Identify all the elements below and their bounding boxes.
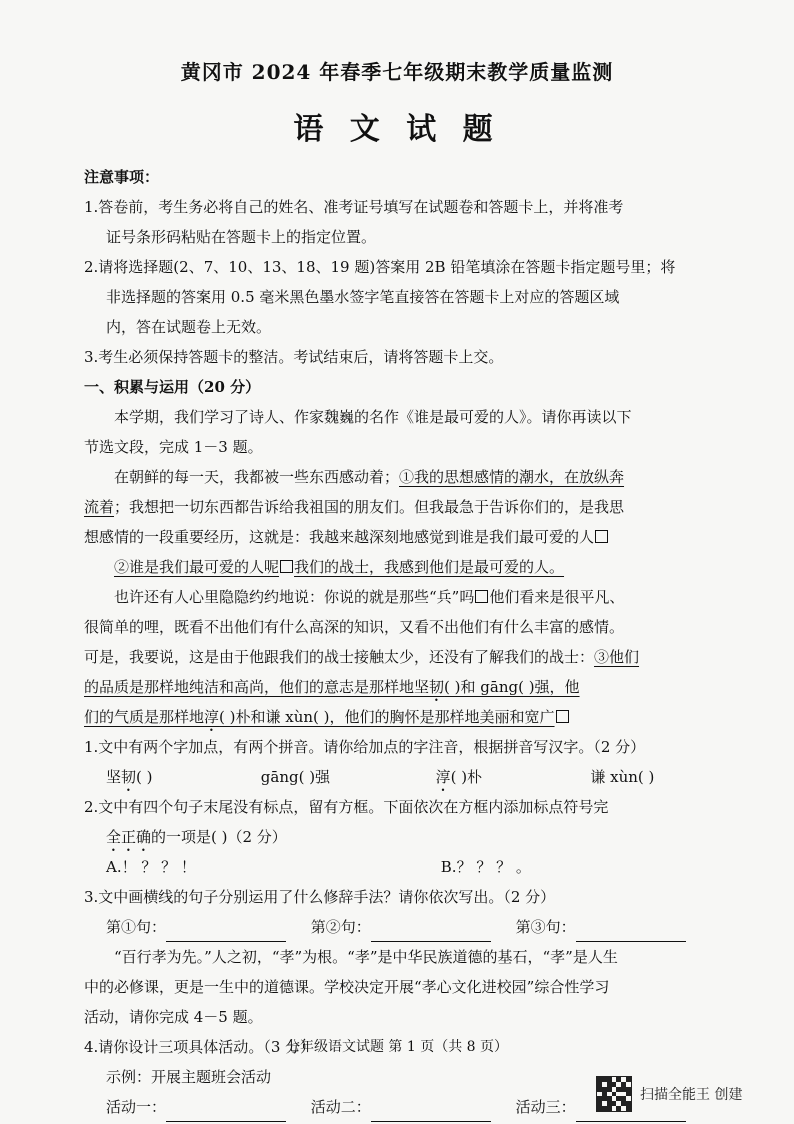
passage-line: 想感情的一段重要经历，这就是：我越来越深刻地感觉到谁是我们最可爱的人 xyxy=(84,522,724,552)
passage-line xyxy=(84,552,724,582)
option-b[interactable]: B.？ ？ ？ 。 xyxy=(440,858,531,876)
scanner-watermark xyxy=(596,1076,742,1112)
passage-line: 很简单的哩，既看不出他们有什么高深的知识，又看不出他们有什么丰富的感情。 xyxy=(84,618,625,636)
question-4-example: 示例：开展主题班会活动 xyxy=(106,1068,272,1086)
underlined-sentence-3-end: 们的气质是那样地淳( )朴和谦 xùn( )，他们的胸怀是那样地美丽和宽广 xyxy=(84,708,555,726)
activity-blank-1[interactable] xyxy=(166,1101,286,1122)
subject-title: 语 文 试 题 xyxy=(293,112,501,147)
section2-c: 活动，请你完成 4－5 题。 xyxy=(84,1008,263,1026)
note-2a: 2.请将选择题(2、7、10、13、18、19 题)答案用 2B 铅笔填涂在答题卡指定题号里；将 xyxy=(84,258,676,276)
underlined-sentence-1: ①我的思想感情的潮水，在放纵奔 xyxy=(399,468,625,486)
question-2b: 全正确的一项是( )（2 分） xyxy=(106,828,287,846)
note-1b: 证号条形码粘贴在答题卡上的指定位置。 xyxy=(106,228,377,246)
passage-line xyxy=(84,672,724,702)
note-2c: 内，答在试题卷上无效。 xyxy=(106,318,272,336)
dotted-char: 韧 xyxy=(429,678,445,696)
answer-blank-1[interactable] xyxy=(166,921,286,942)
section2-a: “百行孝为先。”人之初，“孝”为根。“孝”是中华民族道德的基石，“孝”是人生 xyxy=(114,948,618,966)
question-2a: 2.文中有四个句子末尾没有标点，留有方框。下面依次在方框内添加标点符号完 xyxy=(84,798,609,816)
question-4-answers: 活动一： 活动二： 活动三： xyxy=(84,1092,724,1122)
question-4: 4.请你设计三项具体活动。（3 分） xyxy=(84,1038,316,1056)
qr-code-icon xyxy=(596,1076,632,1112)
activity-blank-2[interactable] xyxy=(371,1101,491,1122)
section1-heading: 一、积累与运用（20 分） xyxy=(84,378,261,396)
page-footer: 七年级语文试题 第 1 页（共 8 页） xyxy=(285,1039,509,1055)
note-1a: 1.答卷前，考生务必将自己的姓名、准考证号填写在试题卷和答题卡上，并将准考 xyxy=(84,198,624,216)
punctuation-box xyxy=(280,560,293,573)
note-3: 3.考生必须保持答题卡的整洁。考试结束后，请将答题卡上交。 xyxy=(84,348,504,366)
passage-line: 也许还有人心里隐隐约约地说：你说的就是那些“兵”吗 他们看来是很平凡、 xyxy=(114,588,625,606)
answer-chun[interactable]: 淳( )朴 xyxy=(435,768,483,786)
question-3: 3.文中画横线的句子分别运用了什么修辞手法？请你依次写出。（2 分） xyxy=(84,888,556,906)
underlined-sentence-3-cont: 的品质是那样地纯洁和高尚，他们的意志是那样地坚韧( )和 gāng( )强，他 xyxy=(84,678,580,696)
answer-ren[interactable]: 坚韧( ) xyxy=(106,768,153,786)
section1-intro-b: 节选文段，完成 1－3 题。 xyxy=(84,438,263,456)
punctuation-box xyxy=(595,530,608,543)
notes-heading: 注意事项： xyxy=(84,168,160,186)
option-a[interactable]: A.！ ？ ？ ！ xyxy=(106,858,196,876)
answer-xun[interactable]: 谦 xùn( ) xyxy=(590,768,655,786)
passage-line: 在朝鲜的每一天，我都被一些东西感动着；①我的思想感情的潮水，在放纵奔 xyxy=(114,468,625,486)
underlined-sentence-1-end: 流着 xyxy=(84,498,115,516)
question-1-answers xyxy=(84,762,724,792)
watermark-text: 扫描全能王 创建 xyxy=(640,1087,743,1103)
passage-line: 可是，我要说，这是由于他跟我们的战士接触太少，还没有了解我们的战士：③他们 xyxy=(84,648,640,666)
passage-line xyxy=(84,702,724,732)
passage-line: 流着；我想把一切东西都告诉给我祖国的朋友们。但我最急于告诉你们的，是我思 xyxy=(84,498,625,516)
underlined-sentence-3: ③他们 xyxy=(594,648,640,666)
note-2b: 非选择题的答案用 0.5 毫米黑色墨水签字笔直接答在答题卡上对应的答题区域 xyxy=(106,288,620,306)
answer-blank-3[interactable] xyxy=(576,921,686,942)
dotted-char: 淳 xyxy=(204,708,220,726)
question-2-options xyxy=(84,852,724,882)
answer-blank-2[interactable] xyxy=(371,921,491,942)
underlined-sentence-2: ②谁是我们最可爱的人呢 我们的战士，我感到他们是最可爱的人。 xyxy=(114,558,565,576)
punctuation-box xyxy=(556,710,569,723)
question-3-answers: 第①句： 第②句： 第③句： xyxy=(84,912,724,942)
punctuation-box xyxy=(475,590,488,603)
exam-title: 黄冈市 2024 年春季七年级期末教学质量监测 xyxy=(180,60,614,84)
exam-content xyxy=(84,162,724,1122)
answer-gang[interactable]: gāng( )强 xyxy=(260,768,331,786)
section2-b: 中的必修课，更是一生中的道德课。学校决定开展“孝心文化进校园”综合性学习 xyxy=(84,978,610,996)
section1-intro-a: 本学期，我们学习了诗人、作家魏巍的名作《谁是最可爱的人》。请你再读以下 xyxy=(114,408,632,426)
question-1: 1.文中有两个字加点，有两个拼音。请你给加点的字注音，根据拼音写汉字。（2 分） xyxy=(84,738,646,756)
